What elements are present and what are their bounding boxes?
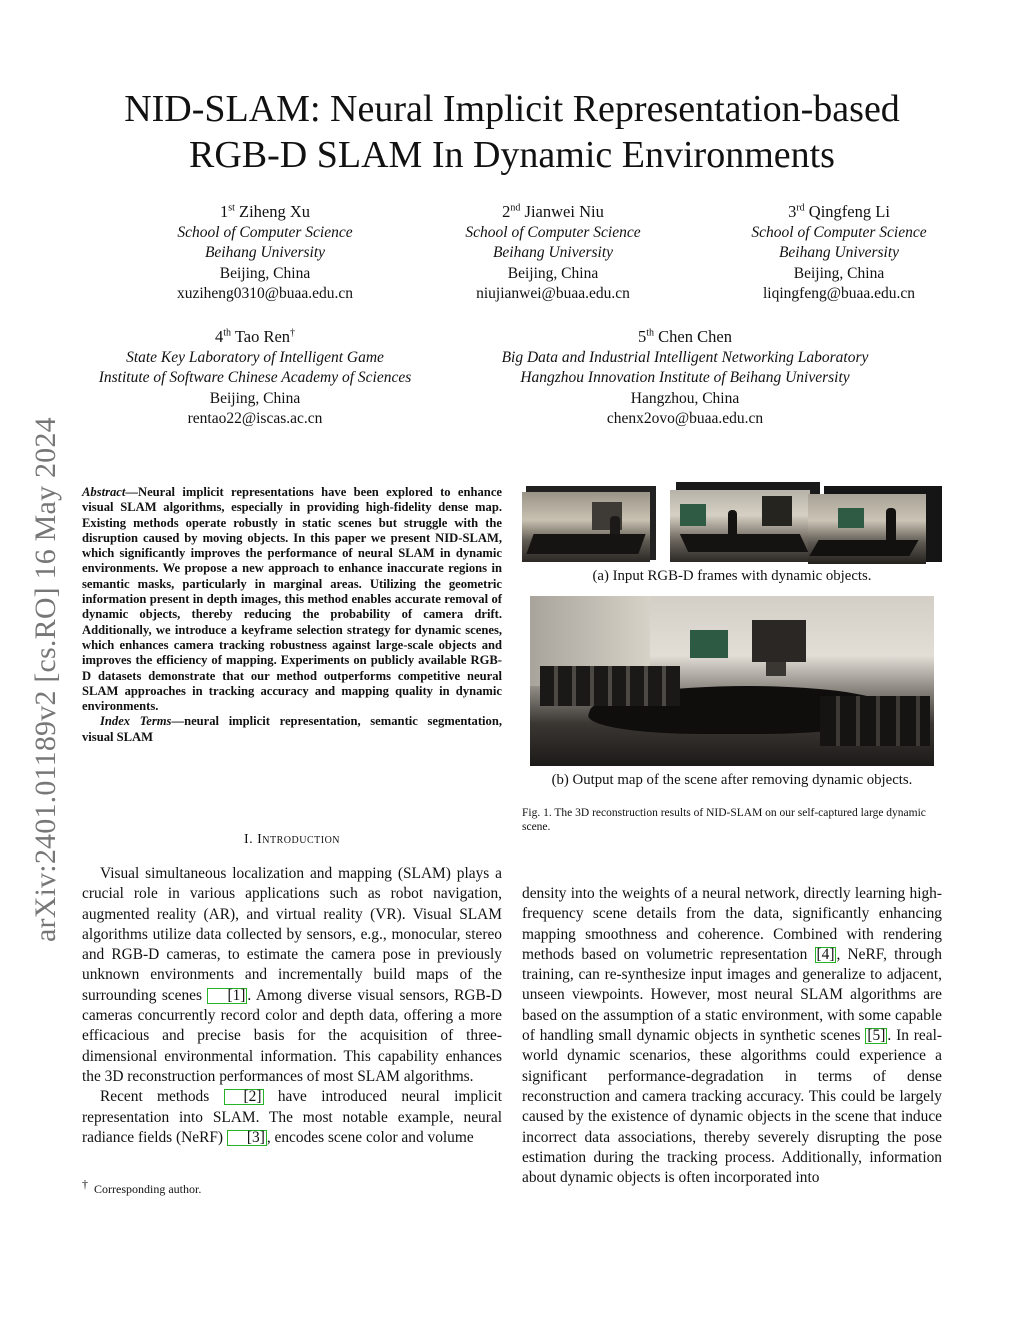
author-ordinal-suffix: th	[646, 327, 655, 339]
author-ordinal: 1	[219, 202, 229, 221]
author-city: Beijing, China	[209, 389, 301, 407]
author-email: liqingfeng@buaa.edu.cn	[762, 285, 915, 302]
paragraph-text: have introduced neural implicit representation into SLAM. The most notable example, neural radiance fields (NeRF)	[82, 1088, 502, 1146]
title-line-2: RGB-D SLAM In Dynamic Environments	[189, 134, 835, 176]
citation-link[interactable]: [5]	[867, 1027, 886, 1045]
author-ordinal: 5	[638, 327, 647, 346]
author-affiliation: Beihang University	[778, 244, 900, 261]
tv-screen-shape	[752, 620, 806, 662]
citation-link[interactable]: [1]	[207, 988, 247, 1004]
footnote	[82, 1177, 202, 1197]
index-terms-text: —neural implicit representation, semantic segmentation, visual SLAM	[82, 714, 502, 744]
author-email: chenx2ovo@buaa.edu.cn	[606, 410, 764, 427]
title-line-1: NID-SLAM: Neural Implicit Representation-based	[124, 88, 900, 130]
intro-right-column	[522, 884, 942, 1188]
author-ordinal: 2	[502, 202, 511, 221]
paragraph-text: , NeRF, through training, can re-synthesize input images and generalize to adjacent, unseen viewpoints. However, most neural SLAM algorithms are based on the assumption of a static environment, with some capable of handling small dynamic objects in synthetic scenes	[522, 945, 943, 1045]
author-block-4	[70, 327, 440, 430]
author-affiliation: Big Data and Industrial Intelligent Networking Laboratory	[501, 348, 869, 366]
rgb-frame-3	[808, 494, 926, 564]
author-block-2	[418, 202, 688, 305]
author-block-1	[130, 202, 400, 305]
paragraph-text: Recent methods	[100, 1088, 224, 1106]
author-affiliation: School of Computer Science	[465, 223, 641, 241]
figure-1a-caption: (a) Input RGB-D frames with dynamic objects.	[592, 568, 872, 584]
intro-paragraph-2	[82, 1087, 502, 1148]
author-affiliation: Beihang University	[492, 244, 614, 261]
figure-1b-caption: (b) Output map of the scene after removing dynamic objects.	[551, 772, 913, 788]
index-terms-label: Index Terms	[100, 714, 172, 729]
citation-link[interactable]: [2]	[224, 1089, 264, 1105]
author-city: Beijing, China	[219, 264, 311, 282]
author-name: Chen Chen	[658, 327, 732, 346]
figure-1-caption: Fig. 1. The 3D reconstruction results of NID-SLAM on our self-captured large dynamic scene.	[522, 807, 926, 833]
abstract-label: Abstract	[82, 485, 126, 499]
author-city: Beijing, China	[793, 264, 885, 282]
abstract	[82, 485, 502, 745]
citation-link[interactable]: [3]	[227, 1130, 267, 1146]
author-name: Qingfeng Li	[808, 202, 890, 221]
author-city: Hangzhou, China	[630, 389, 740, 407]
author-affiliation: State Key Laboratory of Intelligent Game	[126, 348, 384, 366]
paragraph-text: . In real-world dynamic scenarios, these algorithms could experience a significant performance-degradation in terms of dense reconstruction and camera tracking accuracy. This could be largely caused by the existence of dynamic objects in the scene that induce incorrect data associations, thereby severely disrupting the pose estimation during the tracking process. Additionally, information about dynamic objects is often incorporated into	[522, 1027, 942, 1187]
author-block-5	[460, 327, 910, 430]
author-ordinal-suffix: st	[228, 202, 235, 214]
author-name: Jianwei Niu	[524, 202, 604, 221]
author-affiliation: Beihang University	[204, 244, 326, 261]
footnote-mark: †	[82, 1177, 88, 1191]
section-heading: I. Introduction	[243, 832, 341, 847]
author-ordinal-suffix: rd	[796, 202, 805, 214]
author-name: Tao Ren	[234, 327, 291, 346]
paragraph-text: Visual simultaneous localization and mapping (SLAM) plays a crucial role in various applications such as robot navigation, augmented reality (AR), and virtual reality (VR). Visual SLAM algorithms utilize data collected by sensors, e.g., monocular, stereo and RGB-D cameras, to estimate the camera pose in previously unknown environments and incrementally build maps of the surrounding scenes	[82, 865, 502, 1004]
footnote-text: Corresponding author.	[94, 1182, 202, 1196]
paragraph-text: density into the weights of a neural network, directly learning high-frequency scene details from the data, significantly enhancing mapping smoothness and coherence. Combined with rendering methods based on volumetric representation	[522, 885, 942, 963]
author-ordinal-suffix: nd	[510, 202, 521, 214]
author-ordinal: 3	[788, 202, 797, 221]
author-email: rentao22@iscas.ac.cn	[187, 410, 323, 427]
rgb-frame-2	[670, 490, 810, 562]
author-email: xuziheng0310@buaa.edu.cn	[176, 285, 354, 302]
intro-left-column	[82, 864, 502, 1148]
figure-1a-frames	[522, 482, 942, 564]
arxiv-stamp: arXiv:2401.01189v2 [cs.RO] 16 May 2024	[29, 417, 62, 942]
paragraph-text: . Among diverse visual sensors, RGB-D cameras concurrently record color and depth data, offering a more efficacious and precise basis for the acquisition of three-dimensional environmental information. This capability enhances the 3D reconstruction performances of most SLAM algorithms.	[82, 986, 502, 1085]
whiteboard-shape	[690, 630, 728, 658]
paragraph-text: , encodes scene color and volume	[266, 1128, 474, 1146]
author-affiliation: Hangzhou Innovation Institute of Beihang University	[520, 369, 850, 386]
figure-1b-map	[530, 596, 934, 766]
citation-link[interactable]: [4]	[816, 945, 835, 963]
author-affiliation: School of Computer Science	[751, 223, 927, 241]
corresponding-mark: †	[290, 327, 296, 339]
intro-paragraph-continued	[522, 884, 942, 1188]
author-city: Beijing, China	[507, 264, 599, 282]
author-ordinal-suffix: th	[223, 327, 231, 339]
rgb-frame-1	[522, 492, 650, 562]
author-affiliation: School of Computer Science	[177, 223, 353, 241]
author-ordinal: 4	[214, 327, 224, 346]
author-block-3	[704, 202, 974, 305]
abstract-text: —Neural implicit representations have been explored to enhance visual SLAM algorithms, especially in providing high-fidelity dense map. Existing methods operate robustly in static scenes but struggle with the disruption caused by moving objects. In this paper we present NID-SLAM, which significantly improves the performance of neural SLAM in dynamic environments. We propose a new approach to enhance inaccurate regions in semantic masks, particularly in marginal areas. Utilizing the geometric information present in depth images, this method enables accurate removal of dynamic objects, thereby reducing the probability of camera drift. Additionally, we introduce a keyframe selection strategy for dynamic scenes, which enhances camera tracking robustness against large-scale objects and improves the efficiency of mapping. Experiments on publicly available RGB-D datasets demonstrate that our method outperforms competitive neural SLAM approaches in tracking accuracy and mapping quality in dynamic environments.	[82, 485, 502, 714]
author-name: Ziheng Xu	[239, 202, 311, 221]
intro-paragraph-1	[82, 864, 502, 1087]
author-email: niujianwei@buaa.edu.cn	[476, 285, 630, 302]
paper-title	[60, 86, 964, 178]
author-affiliation: Institute of Software Chinese Academy of Sciences	[98, 369, 412, 386]
